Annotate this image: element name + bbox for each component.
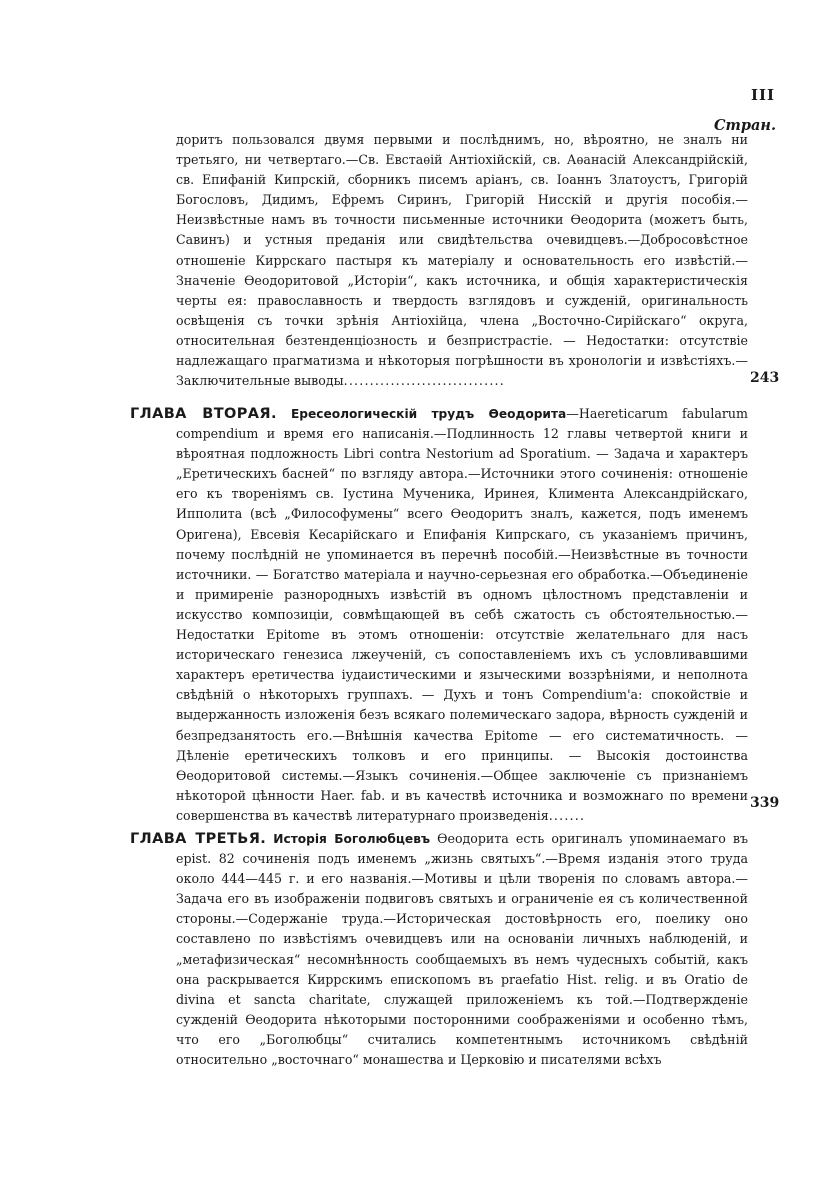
chapter-subject: Ересеологическій трудъ Ѳеодорита [290, 407, 567, 421]
page-number: III [750, 86, 775, 104]
chapter-two-page-number: 339 [750, 795, 780, 811]
chapter-three [130, 829, 748, 1070]
leader-dots: ....... [548, 807, 586, 823]
intro-paragraph [176, 130, 748, 391]
leader-dots: ............................... [343, 373, 505, 389]
chapter-subject: Исторія Боголюбцевъ [273, 832, 431, 846]
chapter-text: Ѳеодорита есть оригиналъ упоминаемаго въ epist. 82 сочиненія подъ именемъ „жизнь святыхъ“.—Время изданія этого труда около 444—445 г. и его названія.—Мотивы и цѣли творенія по словамъ автора.—Задача его въ изображеніи подвиговъ святыхъ и ограниченіе ея съ количественной стороны.—Содержаніе труда.—Историческая достовѣрность его, поелику оно составлено по извѣстіямъ очевидцевъ или на основаніи личныхъ наблюденій, и „метафизическая“ несомнѣнность сообщаемыхъ въ немъ чудесныхъ событій, какъ она раскрывается Киррскимъ епископомъ въ praefatio Hist. relig. и въ Oratio de divina et sancta charitate, служащей приложеніемъ къ той.—Подтвержденіе сужденій Ѳеодорита нѣкоторыми посторонними соображеніями и особенно тѣмъ, что его „Боголюбцы“ считались компетентнымъ источникомъ свѣдѣній относительно „восточнаго“ монашества и Церковію и писателями всѣхъ [176, 831, 748, 1068]
chapter-label: ГЛАВА ТРЕТЬЯ. [130, 831, 267, 847]
chapter-label: ГЛАВА ВТОРАЯ. [130, 406, 277, 422]
intro-text: доритъ пользовался двумя первыми и послѣднимъ, но, вѣроятно, не зналъ ни третьяго, ни четвертаго.—Св. Евстаѳій Антіохійскій, св. Аѳанасій Александрійскій, св. Епифаній Кипрскій, сборникъ писемъ аріанъ, св. Іоаннъ Златоустъ, Григорій Богословъ, Дидимъ, Ефремъ Сиринъ, Григорій Нисскій и другія пособія.—Неизвѣстные намъ въ точности письменные источники Ѳеодорита (можетъ быть, Савинъ) и устныя преданія или свидѣтельства очевидцевъ.—Добросовѣстное отношеніе Киррскаго пастыря къ матеріалу и основательность его извѣстій.—Значеніе Ѳеодоритовой „Исторіи“, какъ источника, и общія характеристическія черты ея: православность и твердость взглядовъ и сужденій, оригинальность освѣщенія съ точки зрѣнія Антіохійца, члена „Восточно-Сирійскаго“ округа, относительная безтенденціозность и безпристрастіе. — Недостатки: отсутствіе надлежащаго прагматизма и нѣкоторыя погрѣшности въ хронологіи и извѣстіяхъ.—Заключительные выводы [176, 132, 748, 389]
chapter-text: —Haereticarum fabularum compendium и время его написанія.—Подлинность 12 главы четвертой книги и вѣроятная подложность Libri contra Nestorium ad Sporatium. — Задача и характеръ „Еретическихъ басней“ по взгляду автора.—Источники этого сочиненія: отношеніе его къ твореніямъ св. Іустина Мученика, Иринея, Климента Александрійскаго, Ипполита (всѣ „Философумены“ всего Ѳеодоритъ зналъ, кажется, подъ именемъ Оригена), Евсевія Кесарійскаго и Епифанія Кипрскаго, съ указаніемъ причинъ, почему послѣдній не упоминается въ перечнѣ пособій.—Неизвѣстные въ точности источники. — Богатство матеріала и научно-серьезная его обработка.—Объединеніе и примиреніе разнородныхъ извѣстій въ одномъ цѣлостномъ представленіи и искусство композиціи, совмѣщающей въ себѣ сжатость съ обстоятельностью.—Недостатки Epitome въ этомъ отношеніи: отсутствіе желательнаго для насъ историческаго генезиса лжеученій, съ сопоставленіемъ ихъ съ условливавшими характеръ еретичества іудаистическими и языческими воззрѣніями, и неполнота свѣдѣній о нѣкоторыхъ группахъ. — Духъ и тонъ Compendium'а: спокойствіе и выдержанность изложенія безъ всякаго полемическаго задора, вѣрность сужденій и безпредзанятость его.—Внѣшнія качества Epitome — его систематичность. — Дѣленіе еретическихъ толковъ и его принципы. — Высокія достоинства Ѳеодоритовой системы.—Языкъ сочиненія.—Общее заключеніе съ признаніемъ нѣкоторой цѣнности Haer. fab. и въ качествѣ источника и возможнаго по времени совершенства въ качествѣ литературнаго произведенія [176, 406, 748, 823]
chapter-two [130, 404, 748, 826]
column-header-pages: Стран. [713, 117, 776, 134]
intro-page-number: 243 [750, 370, 780, 386]
